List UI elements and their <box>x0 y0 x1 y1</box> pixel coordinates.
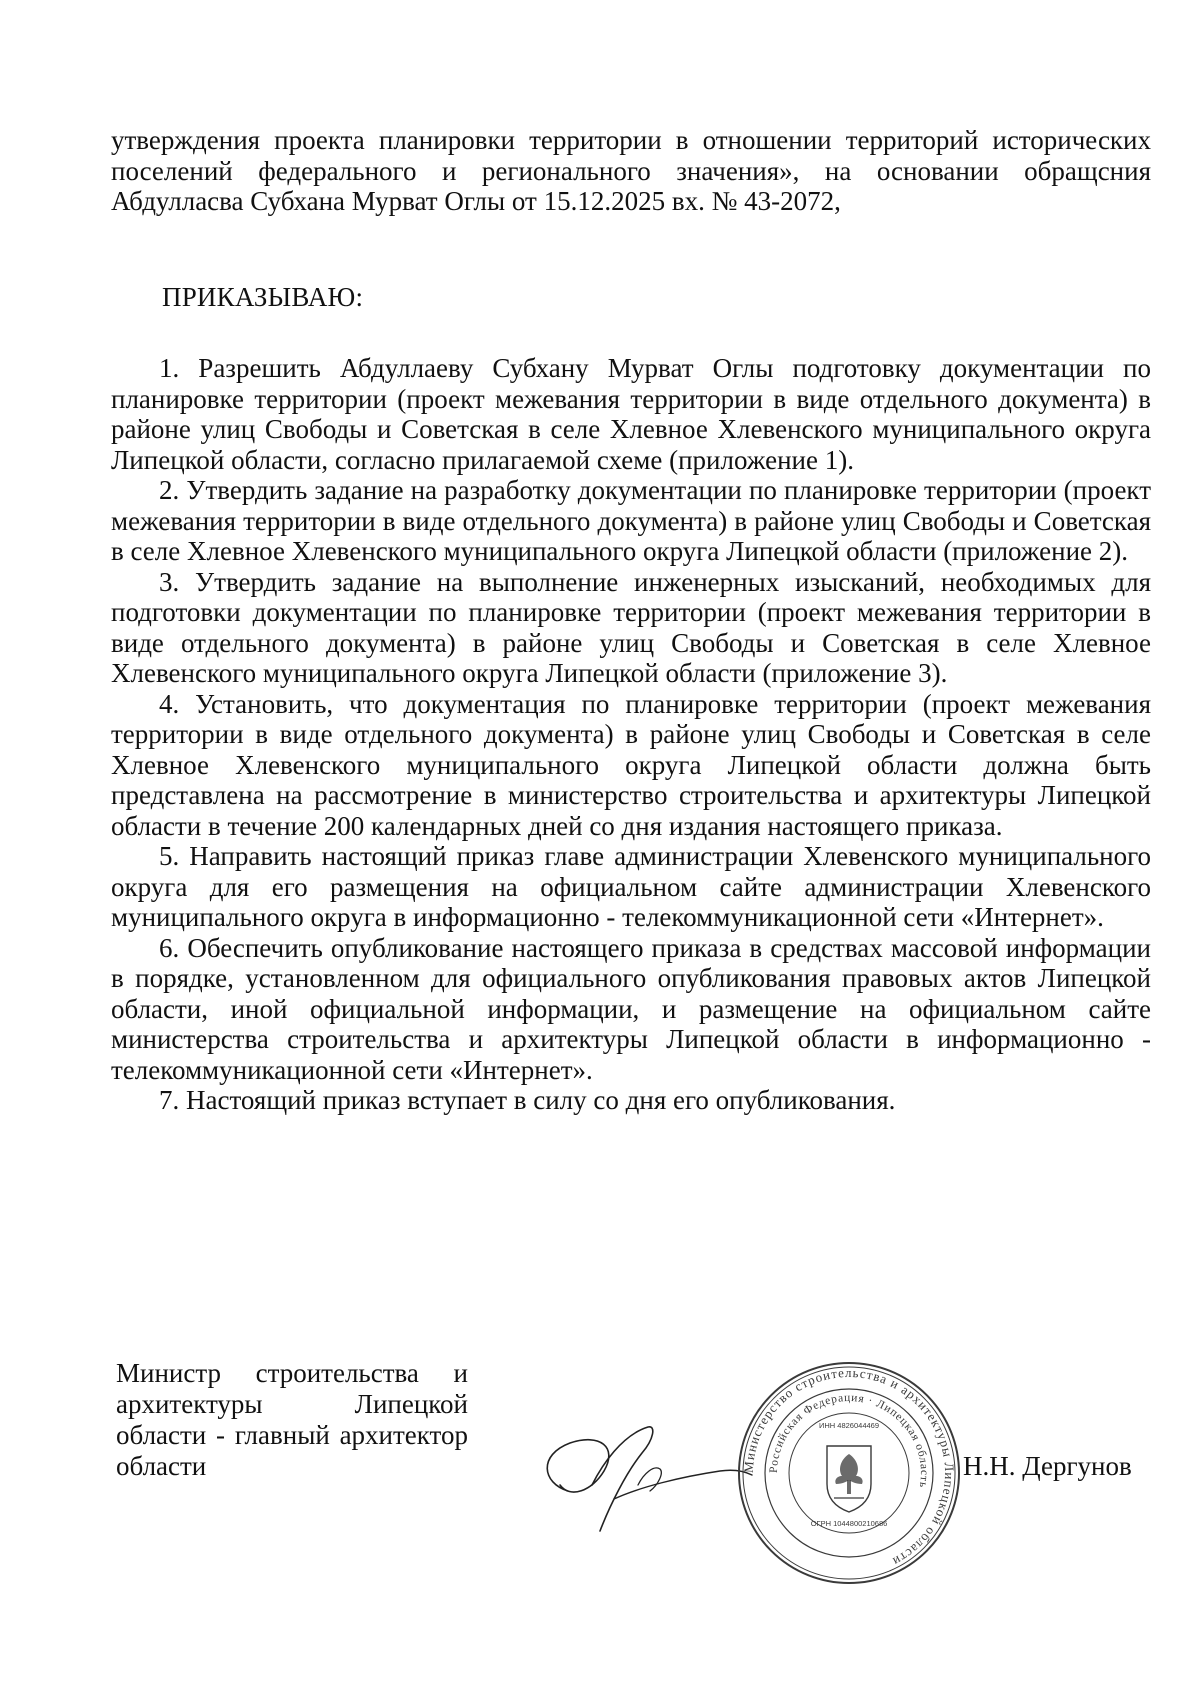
signature-block <box>0 1358 1200 1608</box>
order-items-list <box>111 353 1151 1116</box>
order-item-5: 5. Направить настоящий приказ главе администрации Хлевенского муниципального округа для его размещения на официальном сайте администрации Хлевенского муниципального округа в информационно - телекоммуникационной сети «Интернет». <box>111 841 1151 932</box>
official-seal <box>734 1358 964 1588</box>
svg-text:ОГРН 1044800210686: ОГРН 1044800210686 <box>810 1519 888 1528</box>
order-item-2: 2. Утвердить задание на разработку документации по планировке территории (проект межевания территории в виде отдельного документа) в районе улиц Свободы и Советская в селе Хлевное Хлевенского муниципального округа Липецкой области (приложение 2). <box>111 475 1151 566</box>
order-item-1: 1. Разрешить Абдуллаеву Субхану Мурват Оглы подготовку документации по планировке территории (проект межевания территории в виде отдельного документа) в районе улиц Свободы и Советская в селе Хлевное Хлевенского муниципального округа Липецкой области, согласно прилагаемой схеме (приложение 1). <box>111 353 1151 475</box>
svg-text:Российская Федерация · Липецка: Российская Федерация · Липецкая область <box>767 1391 931 1490</box>
order-item-7: 7. Настоящий приказ вступает в силу со дня его опубликования. <box>159 1085 896 1115</box>
svg-text:Министерство строительства и а: Министерство строительства и архитектуры Липецкой области <box>740 1364 958 1570</box>
svg-text:ИНН 4826044469: ИНН 4826044469 <box>818 1421 880 1430</box>
order-item-3: 3. Утвердить задание на выполнение инженерных изысканий, необходимых для подготовки документации по планировке территории (проект межевания территории в виде отдельного документа) в районе улиц Свободы и Советская в селе Хлевное Хлевенского муниципального округа Липецкой области (приложение 3). <box>111 566 1151 688</box>
handwritten-signature <box>530 1413 760 1543</box>
intro-paragraph: утверждения проекта планировки территории в отношении территорий исторических поселений федерального и регионального значения», на основании обращсния Абдулласва Субхана Мурват Оглы от 15.12.2025 вх. № 43-2072, <box>111 125 1151 216</box>
order-item-4: 4. Установить, что документация по планировке территории (проект межевания территории в виде отдельного документа) в районе улиц Свободы и Советская в селе Хлевное Хлевенского муниципального округа Липецкой области должна быть представлена на рассмотрение в министерство строительства и архитектуры Липецкой области в течение 200 календарных дней со дня издания настоящего приказа. <box>111 688 1151 841</box>
signer-name: Н.Н. Дергунов <box>963 1451 1132 1481</box>
order-item-6: 6. Обеспечить опубликование настоящего приказа в средствах массовой информации в порядке, установленном для официального опубликования правовых актов Липецкой области, иной официальной информации, и размещение на официальном сайте министерства строительства и архитектуры Липецкой области в информационно - телекоммуникационной сети «Интернет». <box>111 932 1151 1085</box>
signer-position-title: Министр строительства и архитектуры Липецкой области - главный архитектор области <box>116 1358 468 1481</box>
order-heading: ПРИКАЗЫВАЮ: <box>162 282 364 312</box>
